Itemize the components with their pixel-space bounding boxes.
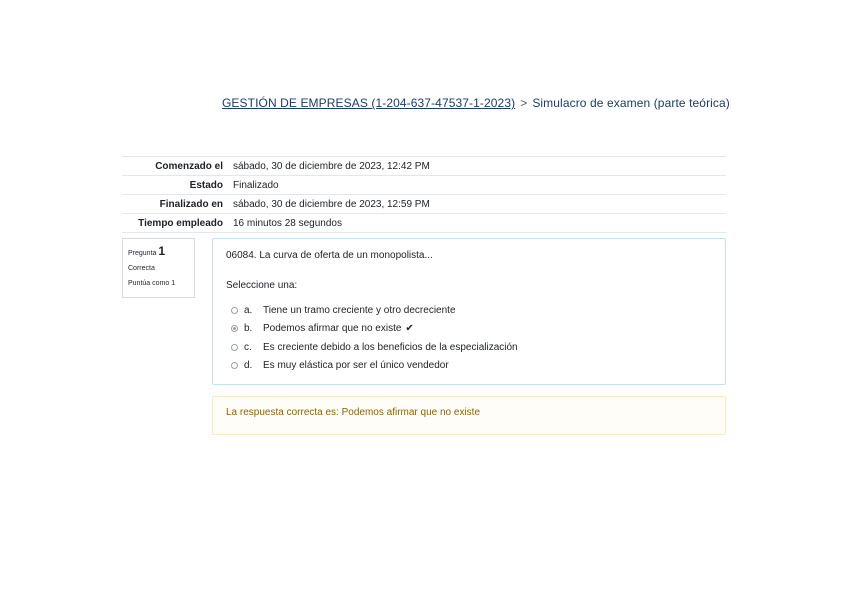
answer-prompt: Seleccione una:	[226, 280, 298, 291]
summary-row-finished	[122, 195, 726, 214]
summary-label: Finalizado en	[159, 198, 223, 210]
question-info-panel	[122, 238, 195, 298]
answer-options	[231, 301, 518, 375]
answer-option-b[interactable]	[231, 320, 518, 339]
option-letter: c.	[244, 341, 252, 353]
summary-value: sábado, 30 de diciembre de 2023, 12:42 PM	[233, 160, 430, 172]
answer-option-d[interactable]	[231, 357, 518, 376]
question-text: 06084. La curva de oferta de un monopolista...	[226, 250, 433, 261]
summary-row-started	[122, 157, 726, 176]
feedback-text: La respuesta correcta es: Podemos afirmar que no existe	[226, 407, 481, 418]
summary-row-state	[122, 176, 726, 195]
answer-option-a[interactable]	[231, 301, 518, 320]
breadcrumb	[222, 96, 730, 110]
radio-button[interactable]	[231, 344, 238, 351]
summary-label: Comenzado el	[155, 160, 223, 172]
option-text: Es muy elástica por ser el único vendedor	[263, 360, 449, 372]
summary-row-time	[122, 214, 726, 233]
question-content-box	[212, 238, 726, 385]
question-number	[128, 244, 189, 261]
attempt-summary-table	[122, 156, 726, 233]
radio-button-selected[interactable]	[231, 325, 238, 332]
question-label: Pregunta	[128, 250, 157, 257]
summary-value: Finalizado	[233, 179, 279, 191]
option-letter: d.	[244, 360, 253, 372]
option-letter: b.	[244, 323, 253, 335]
radio-button[interactable]	[231, 362, 238, 369]
breadcrumb-quiz: Simulacro de examen (parte teórica)	[532, 96, 730, 110]
summary-label: Tiempo empleado	[138, 217, 223, 229]
question-number-value: 1	[158, 244, 166, 258]
answer-option-c[interactable]	[231, 338, 518, 357]
radio-button[interactable]	[231, 307, 238, 314]
option-text: Tiene un tramo creciente y otro decreciente	[263, 304, 456, 316]
question-grade: Puntúa como 1	[128, 280, 176, 287]
option-text: Podemos afirmar que no existe	[263, 323, 402, 335]
breadcrumb-separator: >	[520, 96, 528, 110]
summary-value: sábado, 30 de diciembre de 2023, 12:59 PM	[233, 198, 430, 210]
summary-value: 16 minutos 28 segundos	[233, 217, 342, 229]
question-state: Correcta	[128, 265, 155, 272]
option-letter: a.	[244, 304, 253, 316]
check-icon: ✔	[405, 323, 414, 335]
option-text: Es creciente debido a los beneficios de la especialización	[263, 341, 518, 353]
summary-label: Estado	[189, 179, 223, 191]
correct-answer-feedback	[212, 396, 726, 435]
breadcrumb-course-link[interactable]: GESTIÓN DE EMPRESAS (1-204-637-47537-1-2023)	[222, 96, 516, 110]
